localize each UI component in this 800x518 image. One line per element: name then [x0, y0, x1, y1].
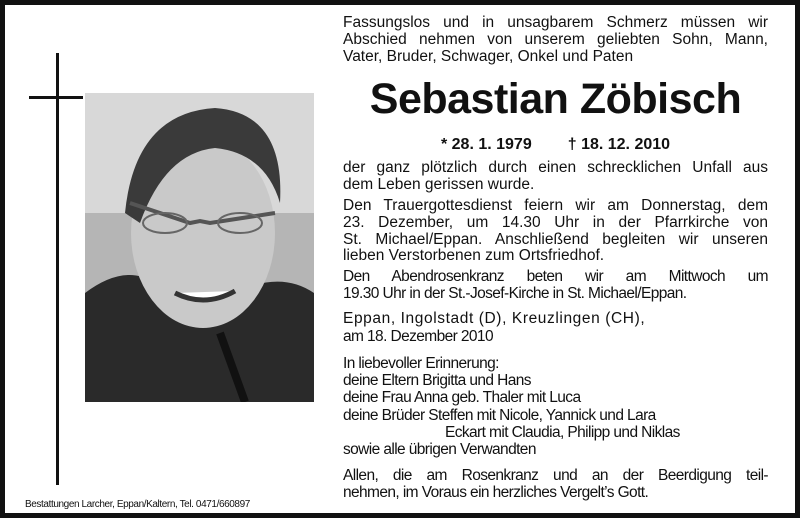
- text-line: Vater, Bruder, Schwager, Onkel und Paten: [343, 47, 634, 65]
- thanks-text: [343, 467, 768, 501]
- rosary-text: [343, 268, 768, 302]
- text-line: Fassungslos und in unsagbarem Schmerz müssen wir: [343, 14, 768, 31]
- accident-text: [343, 160, 768, 194]
- family-list: [343, 355, 768, 458]
- cross-icon-vertical: [56, 53, 59, 485]
- text-line: Allen, die am Rosenkranz und an der Beerdigung teil-: [343, 467, 768, 484]
- text-line: Eppan, Ingolstadt (D), Kreuzlingen (CH),: [343, 310, 646, 327]
- intro-text: [343, 15, 768, 65]
- text-line: 23. Dezember, um 14.30 Uhr in der Pfarrkirche von: [343, 213, 768, 231]
- text-line: lieben Verstorbenen zum Ortsfriedhof.: [343, 247, 605, 265]
- text-line: St. Michael/Eppan. Anschließend begleiten wir unseren: [343, 230, 768, 248]
- text-line: deine Frau Anna geb. Thaler mit Luca: [343, 389, 581, 407]
- cross-icon-horizontal: [29, 96, 83, 99]
- text-line: dem Leben gerissen wurde.: [343, 175, 535, 193]
- place-date: [343, 311, 768, 345]
- text-line: Eckart mit Claudia, Philipp und Niklas: [445, 423, 680, 441]
- text-line: nehmen, im Voraus ein herzliches Vergelt’s Gott.: [343, 484, 649, 502]
- text-line: deine Eltern Brigitta und Hans: [343, 372, 531, 390]
- text-line: am 18. Dezember 2010: [343, 327, 493, 345]
- text-line: deine Brüder Steffen mit Nicole, Yannick und Lara: [343, 406, 656, 424]
- text-line: der ganz plötzlich durch einen schrecklichen Unfall aus: [343, 159, 768, 176]
- deceased-name: Sebastian Zöbisch: [369, 75, 742, 123]
- funeral-home-credit: Bestattungen Larcher, Eppan/Kaltern, Tel. 0471/660897: [25, 499, 250, 510]
- life-dates: [343, 136, 768, 154]
- death-date: † 18. 12. 2010: [567, 136, 671, 153]
- text-line: In liebevoller Erinnerung:: [343, 355, 499, 372]
- text-line: 19.30 Uhr in der St.-Josef-Kirche in St. Michael/Eppan.: [343, 285, 687, 303]
- portrait-photo: [85, 93, 314, 402]
- text-line: sowie alle übrigen Verwandten: [343, 441, 536, 459]
- funeral-text: [343, 198, 768, 265]
- birth-date: * 28. 1. 1979: [440, 136, 532, 153]
- text-line: Abschied nehmen von unserem geliebten Sohn, Mann,: [343, 30, 768, 48]
- text-line: Den Trauergottesdienst feiern wir am Donnerstag, dem: [343, 197, 768, 214]
- text-line: Den Abendrosenkranz beten wir am Mittwoch um: [343, 268, 768, 285]
